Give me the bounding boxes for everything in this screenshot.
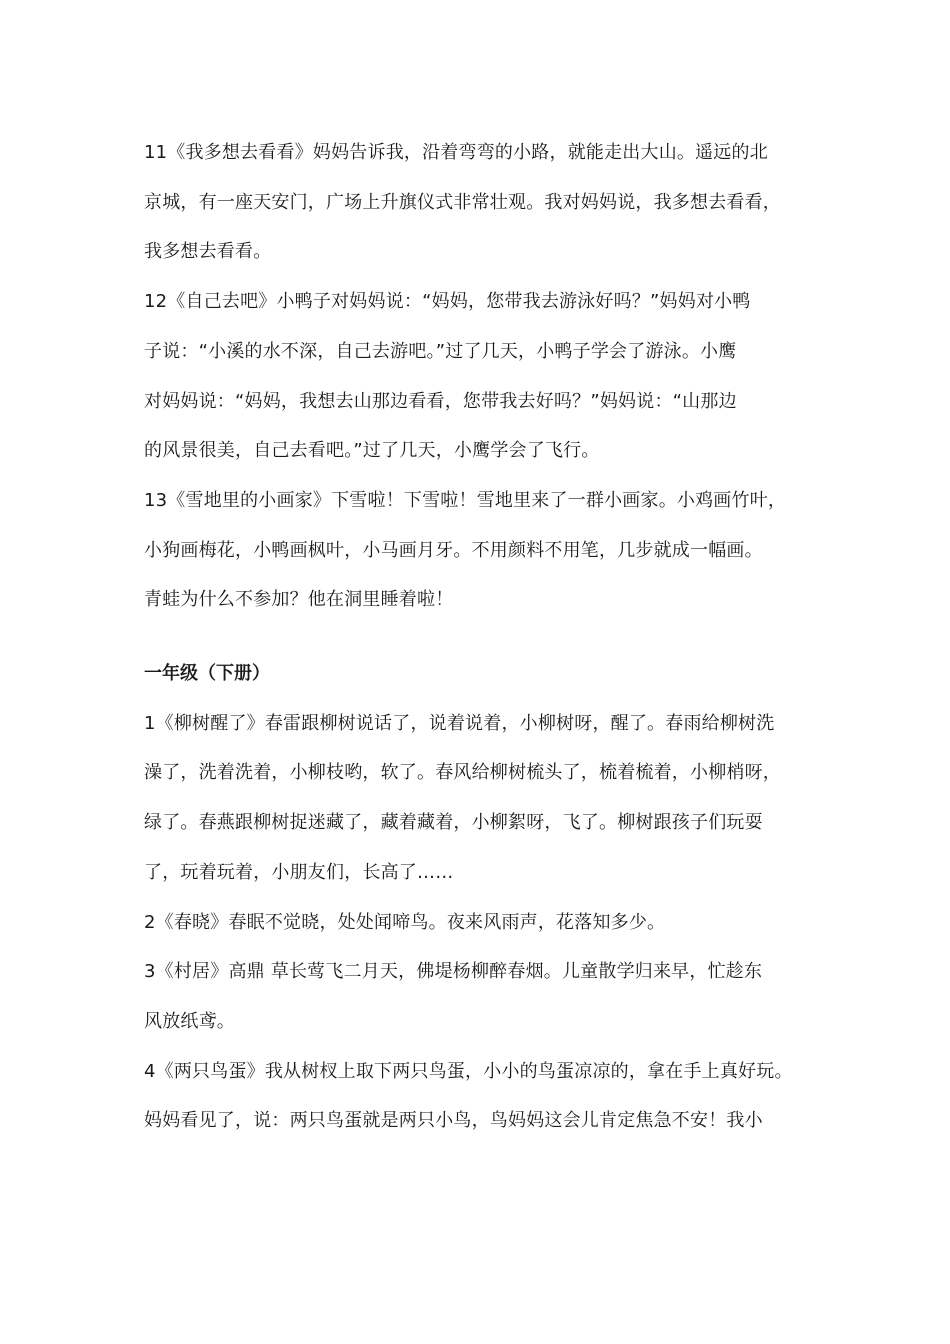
text-line: 京城，有一座天安门，广场上升旗仪式非常壮观。我对妈妈说，我多想去看看，: [144, 191, 781, 213]
paragraph-lesson-1: [144, 699, 834, 898]
section-gap: [144, 625, 834, 649]
paragraph-lesson-4: [144, 1047, 834, 1146]
text-line: 了，玩着玩着，小朋友们，长高了……: [144, 861, 454, 883]
text-line: 澡了，洗着洗着，小柳枝哟，软了。春风给柳树梳头了，梳着梳着，小柳梢呀，: [144, 762, 781, 784]
text-line: 4《两只鸟蛋》我从树杈上取下两只鸟蛋，小小的鸟蛋凉凉的，拿在手上真好玩。: [144, 1060, 793, 1082]
text-line: 12《自己去吧》小鸭子对妈妈说：“妈妈，您带我去游泳好吗？”妈妈对小鸭: [144, 291, 751, 313]
text-line: 小狗画梅花，小鸭画枫叶，小马画月牙。不用颜料不用笔，几步就成一幅画。: [144, 539, 763, 561]
paragraph-lesson-11: [144, 128, 834, 277]
text-line: 对妈妈说：“妈妈，我想去山那边看看，您带我去好吗？”妈妈说：“山那边: [144, 390, 737, 412]
text-line: 绿了。春燕跟柳树捉迷藏了，藏着藏着，小柳絮呀，飞了。柳树跟孩子们玩耍: [144, 812, 763, 834]
text-line: 妈妈看见了，说：两只鸟蛋就是两只小鸟，鸟妈妈这会儿肯定焦急不安！我小: [144, 1110, 763, 1132]
text-line: 13《雪地里的小画家》下雪啦！下雪啦！雪地里来了一群小画家。小鸡画竹叶，: [144, 489, 787, 511]
text-line: 的风景很美，自己去看吧。”过了几天，小鹰学会了飞行。: [144, 440, 600, 462]
text-line: 11《我多想去看看》妈妈告诉我，沿着弯弯的小路，就能走出大山。遥远的北: [144, 142, 768, 163]
paragraph-lesson-2: [144, 898, 834, 948]
text-line: 2《春晓》春眠不觉晓，处处闻啼鸟。夜来风雨声，花落知多少。: [144, 911, 666, 933]
text-line: 1《柳树醒了》春雷跟柳树说话了，说着说着，小柳树呀，醒了。春雨给柳树洗: [144, 712, 775, 734]
text-line: 我多想去看看。: [144, 241, 272, 263]
text-line: 子说：“小溪的水不深，自己去游吧。”过了几天，小鸭子学会了游泳。小鹰: [144, 340, 737, 362]
paragraph-lesson-3: [144, 947, 834, 1046]
text-line: 风放纸鸢。: [144, 1010, 235, 1032]
text-line: 青蛙为什么不参加？他在洞里睡着啦！: [144, 589, 454, 611]
paragraph-lesson-12: [144, 277, 834, 476]
document-page: [144, 128, 834, 1146]
paragraph-lesson-13: [144, 476, 834, 625]
section-heading: 一年级（下册）: [144, 663, 270, 685]
text-line: 3《村居》高鼎 草长莺飞二月天，佛堤杨柳醉春烟。儿童散学归来早，忙趁东: [144, 961, 763, 983]
